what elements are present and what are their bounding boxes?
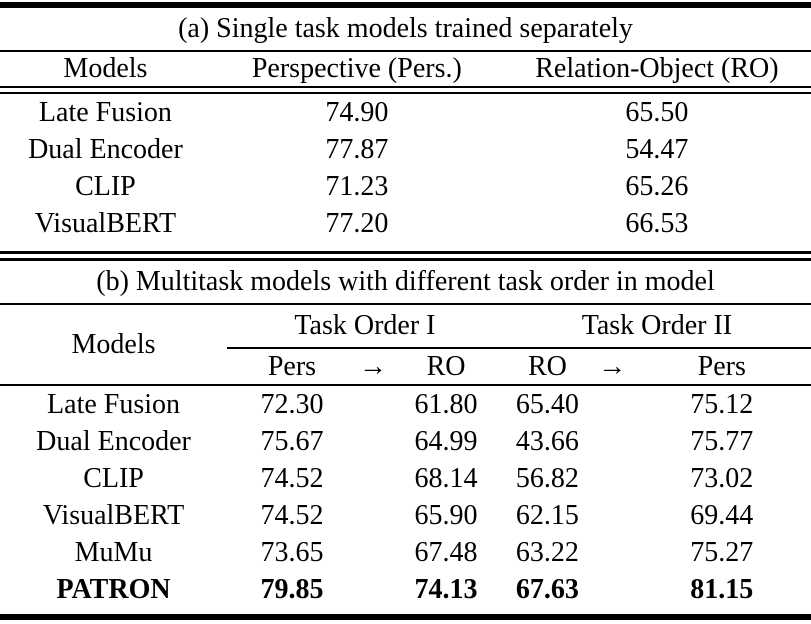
score-cell-best: 67.63 [515, 574, 579, 605]
spacer-cell [592, 423, 633, 460]
spacer-cell [592, 534, 633, 571]
spacer-cell [357, 423, 389, 460]
table-b-header [0, 305, 811, 384]
model-name-cell: Late Fusion [38, 97, 172, 128]
table-a-col-relation-object: Relation-Object (RO) [535, 53, 779, 84]
score-cell: 56.82 [515, 463, 579, 494]
model-name-cell: PATRON [56, 574, 171, 605]
score-cell: 75.12 [690, 389, 754, 420]
subcol-ro: RO [527, 351, 567, 382]
table-a-body [0, 94, 811, 242]
score-cell: 65.50 [625, 97, 689, 128]
spacer-cell [357, 460, 389, 497]
subcol-pers: Pers [267, 351, 317, 382]
score-cell: 77.20 [325, 208, 389, 239]
score-cell: 62.15 [515, 500, 579, 531]
table-row [0, 460, 811, 497]
model-name-cell: CLIP [75, 171, 136, 202]
score-cell: 74.52 [260, 500, 324, 531]
right-arrow-icon: → [359, 351, 388, 382]
spacer-cell [592, 571, 633, 608]
subcol-pers: Pers [697, 351, 746, 382]
bottom-rule [0, 614, 811, 620]
score-cell: 75.67 [260, 426, 324, 457]
table-a-col-perspective: Perspective (Pers.) [251, 53, 462, 84]
table-row [0, 205, 811, 242]
model-name-cell: Dual Encoder [36, 426, 191, 457]
score-cell-best: 79.85 [260, 574, 324, 605]
table-a-header [0, 52, 811, 86]
model-name-cell: MuMu [74, 537, 153, 568]
spacer-cell [592, 497, 633, 534]
score-cell: 74.90 [325, 97, 389, 128]
table-b-group-header-row [0, 305, 811, 348]
table-b-col-models: Models [71, 328, 156, 360]
model-name-cell: CLIP [83, 463, 144, 494]
score-cell: 63.22 [515, 537, 579, 568]
score-cell: 65.90 [414, 500, 478, 531]
table-a-caption: (a) Single task models trained separately [178, 13, 633, 44]
score-cell-best: 81.15 [690, 574, 754, 605]
table-row [0, 386, 811, 423]
table-a-col-models: Models [63, 53, 148, 84]
score-cell-best: 66.53 [625, 208, 689, 239]
table-b-group-task-order-1: Task Order I [227, 305, 503, 348]
model-name-cell: Late Fusion [47, 389, 181, 420]
model-name-cell: VisualBERT [34, 208, 177, 239]
spacer-cell [357, 386, 389, 423]
table-row [0, 131, 811, 168]
table-separator-rule [0, 251, 811, 261]
spacer-cell [357, 497, 389, 534]
score-cell: 65.40 [515, 389, 579, 420]
subcol-ro: RO [426, 351, 466, 382]
score-cell: 69.44 [690, 500, 754, 531]
score-cell: 75.77 [690, 426, 754, 457]
score-cell: 74.52 [260, 463, 324, 494]
score-cell: 73.65 [260, 537, 324, 568]
spacer-cell [592, 460, 633, 497]
spacer-cell [592, 386, 633, 423]
score-cell: 67.48 [414, 537, 478, 568]
score-cell: 43.66 [515, 426, 579, 457]
table-a-header-rule [0, 86, 811, 94]
table-b-group-task-order-2: Task Order II [503, 305, 811, 348]
spacer-cell [357, 534, 389, 571]
table-row [0, 94, 811, 131]
table-b-body [0, 386, 811, 608]
score-cell: 65.26 [625, 171, 689, 202]
score-cell: 72.30 [260, 389, 324, 420]
table-row [0, 497, 811, 534]
table-row [0, 534, 811, 571]
score-cell: 73.02 [690, 463, 754, 494]
table-row-patron-best [0, 571, 811, 608]
score-cell: 71.23 [325, 171, 389, 202]
score-cell: 54.47 [625, 134, 689, 165]
score-cell-best: 74.13 [414, 574, 478, 605]
table-b-caption: (b) Multitask models with different task order in model [96, 266, 715, 297]
right-arrow-icon: → [598, 351, 627, 382]
score-cell: 68.14 [414, 463, 478, 494]
table-row [0, 168, 811, 205]
table-a-header-row [0, 52, 811, 86]
score-cell-best: 77.87 [325, 134, 389, 165]
table-row [0, 423, 811, 460]
score-cell: 64.99 [414, 426, 478, 457]
spacer-cell [357, 571, 389, 608]
model-name-cell: Dual Encoder [28, 134, 183, 165]
model-name-cell: VisualBERT [42, 500, 185, 531]
score-cell: 61.80 [414, 389, 478, 420]
score-cell: 75.27 [690, 537, 754, 568]
